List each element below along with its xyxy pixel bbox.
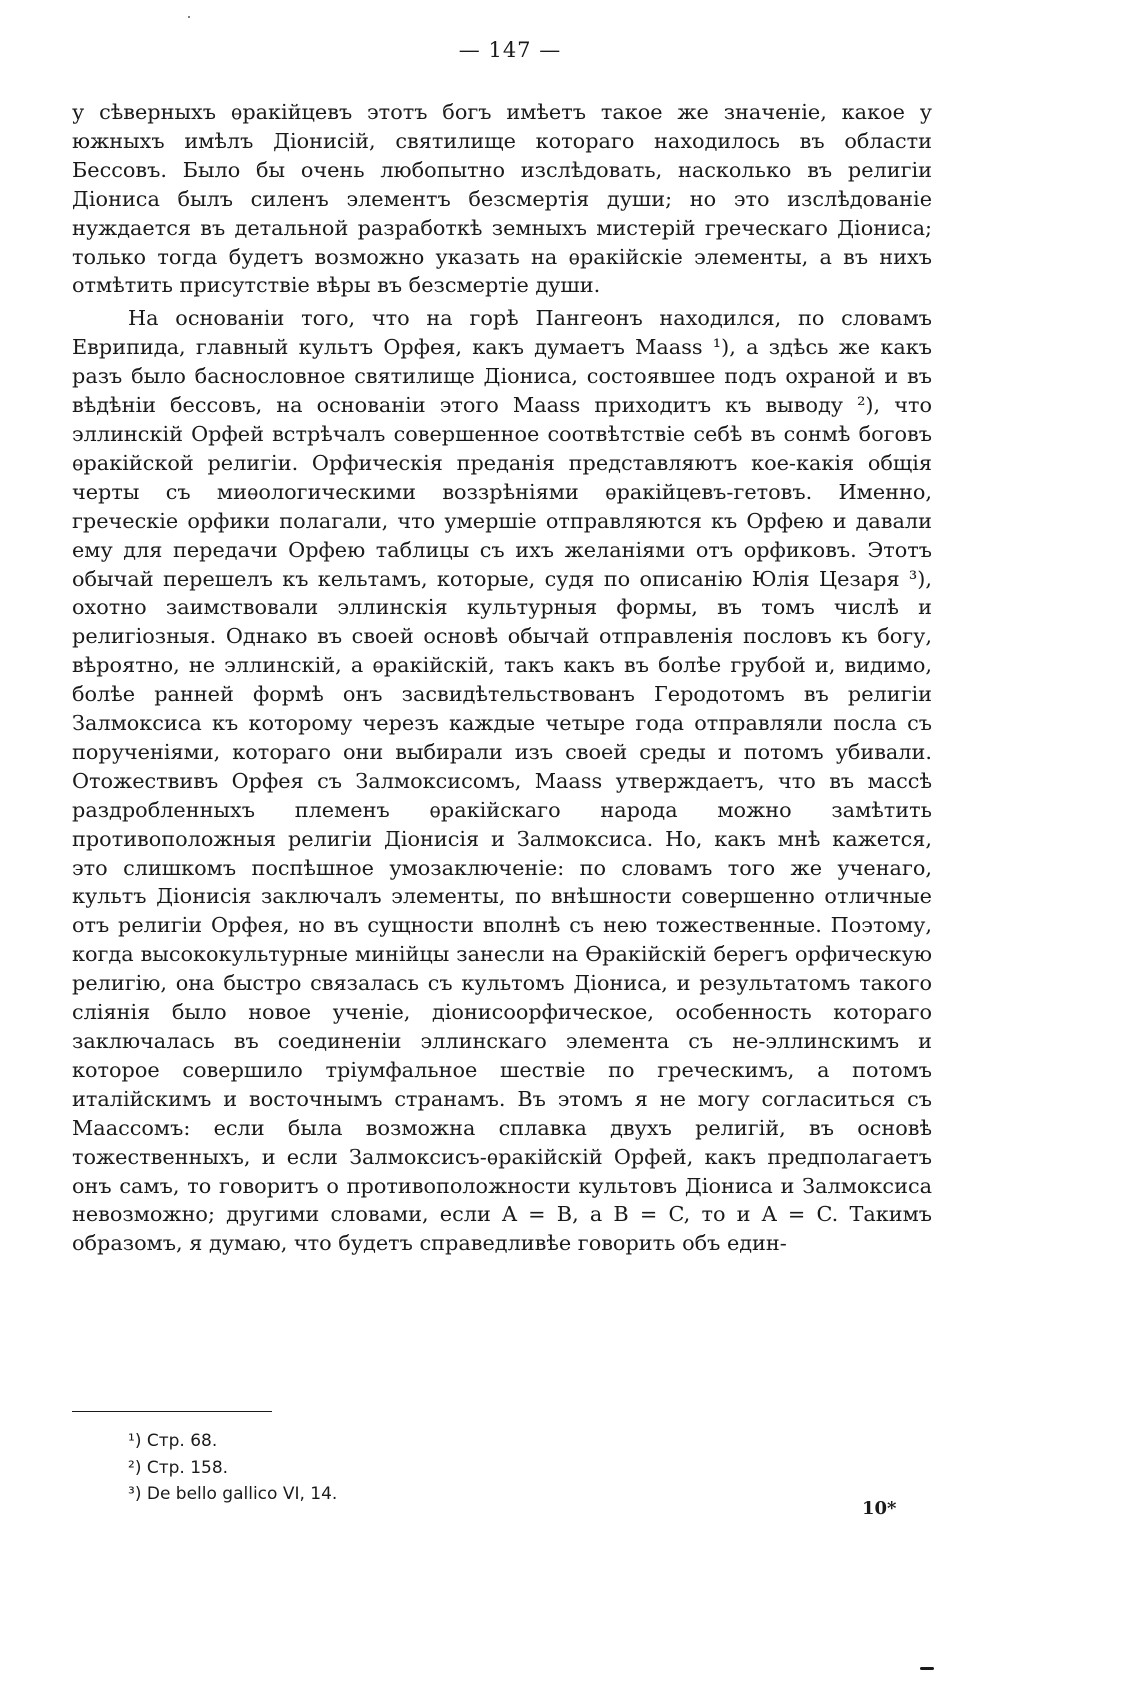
printer-signature-mark: 10* bbox=[862, 1498, 897, 1519]
footnote-2: ²) Стр. 158. bbox=[128, 1457, 229, 1478]
print-speck bbox=[920, 1667, 934, 1670]
footnotes bbox=[128, 1428, 728, 1508]
paragraph-1: у сѣверныхъ ѳракійцевъ этотъ богъ имѣетъ такое же значеніе, какое у южныхъ имѣлъ Діонисій, святилище котораго находилось въ области Бессовъ. Было бы очень любопытно изслѣдовать, насколько въ религіи Діониса былъ силенъ элементъ безсмертія души; но это изслѣдованіе нуждается въ детальной разработкѣ земныхъ мистерій греческаго Діониса; только тогда будетъ возможно указать на ѳракійскіе элементы, а въ нихъ отмѣтить присутствіе вѣры въ безсмертіе души. bbox=[72, 100, 932, 298]
print-speck bbox=[188, 16, 190, 18]
footnote-separator bbox=[72, 1411, 272, 1412]
footnote-3: ³) De bello gallico VI, 14. bbox=[128, 1484, 338, 1504]
footnote-1: ¹) Стр. 68. bbox=[128, 1431, 218, 1451]
page-number: — 147 — bbox=[458, 38, 562, 62]
main-text bbox=[72, 98, 932, 1258]
paragraph-2: На основаніи того, что на горѣ Пангеонъ находился, по словамъ Еврипида, главный культъ Орфея, какъ думаетъ Maass ¹), а здѣсь же какъ разъ было баснословное святилище Діониса, состоявшее подъ охраной и въ вѣдѣніи бессовъ, на основаніи этого Maass приходитъ къ выводу ²), что эллинскій Орфей встрѣчалъ совершенное соотвѣтствіе себѣ въ сонмѣ боговъ ѳракійской религіи. Орфическія преданія представляютъ кое-какія общія черты съ миѳологическими воззрѣніями ѳракійцевъ-гетовъ. Именно, греческіе орфики полагали, что умершіе отправляются къ Орфею и давали ему для передачи Орфею таблицы съ ихъ желаніями отъ орфиковъ. Этотъ обычай перешелъ къ кельтамъ, которые, судя по описанію Юлія Цезаря ³), охотно заимствовали эллинскія культурныя формы, въ томъ числѣ и религіозныя. Однако въ своей основѣ обычай отправленія пословъ къ богу, вѣроятно, не эллинскій, а ѳракійскій, такъ какъ въ болѣе грубой и, видимо, болѣе ранней формѣ онъ засвидѣтельствованъ Геродотомъ въ религіи Залмоксиса къ которому черезъ каждые четыре года отправляли посла съ порученіями, котораго они выбирали изъ своей среды и потомъ убивали. Отожествивъ Орфея съ Залмоксисомъ, Maass утверждаетъ, что въ массѣ раздробленныхъ племенъ ѳракійскаго народа можно замѣтить противоположныя религіи Діонисія и Залмоксиса. Но, какъ мнѣ кажется, это слишкомъ поспѣшное умозаключеніе: по словамъ того же ученаго, культъ Діонисія заключалъ элементы, по внѣшности совершенно отличные отъ религіи Орфея, но въ сущности вполнѣ съ нею тожественные. Поэтому, когда высококультурные минійцы занесли на Ѳракійскій берегъ орфическую религію, она быстро связалась съ культомъ Діониса, и результатомъ такого сліянія было новое ученіе, діонисоорфическое, особенность котораго заключалась въ соединеніи эллинскаго элемента съ не-эллинскимъ и которое совершило тріумфальное шествіе по греческимъ, а потомъ италійскимъ и восточнымъ странамъ. Въ этомъ я не могу согласиться съ Маассомъ: если была возможна сплавка двухъ религій, въ основѣ тожественныхъ, и если Залмоксисъ-ѳракійскій Орфей, какъ предполагаетъ онъ самъ, то говоритъ о противоположности культовъ Діониса и Залмоксиса невозможно; другими словами, если A = B, а B = C, то и A = C. Такимъ образомъ, я думаю, что будетъ справедливѣе говорить объ един- bbox=[72, 306, 932, 1256]
